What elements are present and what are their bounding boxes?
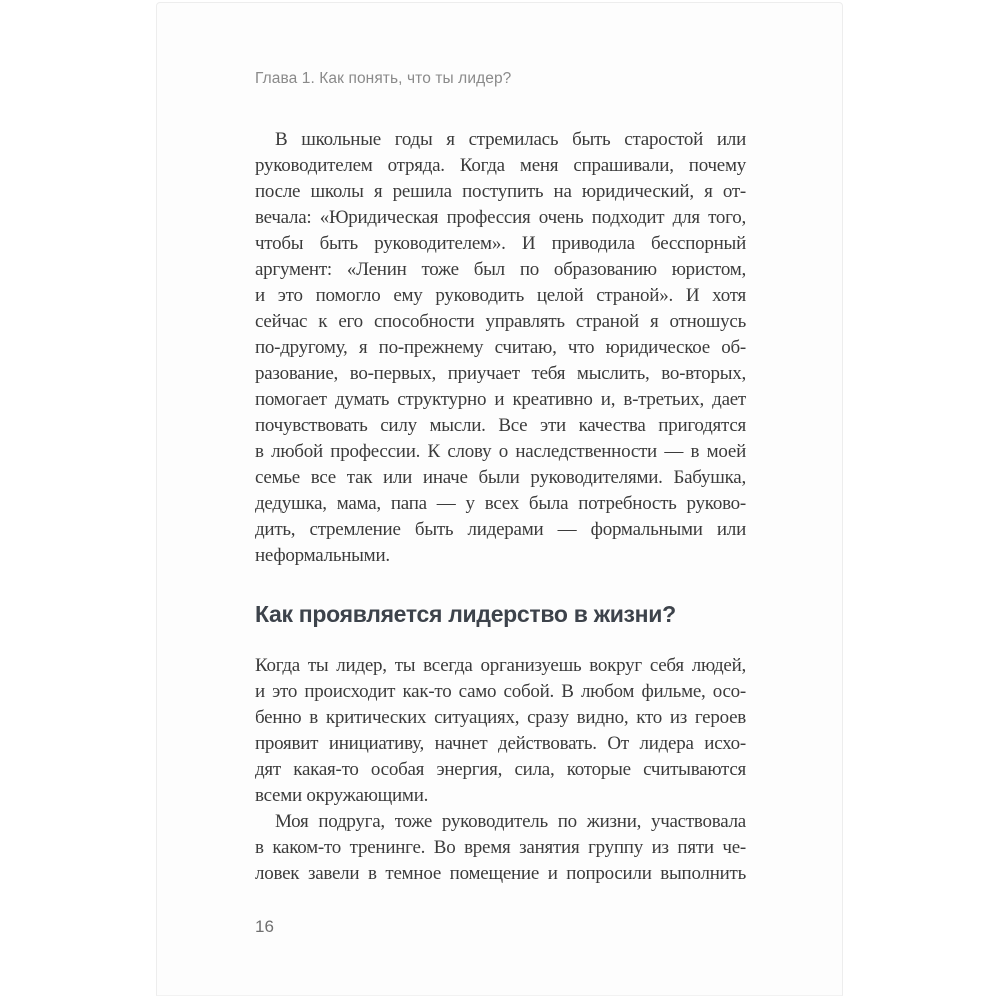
- text-line: дедушка, мама, папа — у всех была потребность руково-: [255, 493, 746, 514]
- text-line: помогает думать структурно и креативно и, в-третьих, дает: [255, 389, 746, 410]
- text-line: почувствовать силу мысли. Все эти качества пригодятся: [255, 415, 746, 436]
- text-line: руководителем отряда. Когда меня спрашивали, почему: [255, 155, 746, 176]
- page-number: 16: [255, 917, 274, 936]
- text-line: дят какая-то особая энергия, сила, которые считываются: [255, 759, 746, 780]
- text-line: разование, во-первых, приучает тебя мыслить, во-вторых,: [255, 363, 746, 384]
- text-line: и это помогло ему руководить целой страной». И хотя: [255, 285, 746, 306]
- text-line: неформальными.: [255, 545, 390, 566]
- book-page: [156, 2, 843, 996]
- body-paragraph-3: [255, 809, 746, 887]
- text-line: семье все так или иначе были руководителями. Бабушка,: [255, 467, 746, 488]
- text-line: Моя подруга, тоже руководитель по жизни, участвовала: [275, 811, 746, 832]
- text-line: чтобы быть руководителем». И приводила бесспорный: [255, 233, 746, 254]
- text-line: В школьные годы я стремилась быть старостой или: [275, 129, 746, 150]
- text-line: сейчас к его способности управлять страной я отношусь: [255, 311, 746, 332]
- text-line: ловек завели в темное помещение и попросили выполнить: [255, 863, 746, 884]
- text-line: в любой профессии. К слову о наследственности — в моей: [255, 441, 746, 462]
- text-line: после школы я решила поступить на юридический, я от-: [255, 181, 746, 202]
- text-line: аргумент: «Ленин тоже был по образованию юристом,: [255, 259, 746, 280]
- body-paragraph-1: [255, 127, 746, 569]
- text-line: по-другому, я по-прежнему считаю, что юридическое об-: [255, 337, 746, 358]
- body-paragraph-2: [255, 653, 746, 809]
- text-line: проявит инициативу, начнет действовать. От лидера исхо-: [255, 733, 746, 754]
- section-heading: Как проявляется лидерство в жизни?: [255, 601, 676, 627]
- text-line: бенно в критических ситуациях, сразу видно, кто из героев: [255, 707, 746, 728]
- running-header: Глава 1. Как понять, что ты лидер?: [255, 70, 512, 87]
- text-line: всеми окружающими.: [255, 785, 429, 806]
- text-line: дить, стремление быть лидерами — формальными или: [255, 519, 746, 540]
- text-line: Когда ты лидер, ты всегда организуешь вокруг себя людей,: [255, 655, 746, 676]
- text-line: и это происходит как-то само собой. В любом фильме, осо-: [255, 681, 746, 702]
- text-line: вечала: «Юридическая профессия очень подходит для того,: [255, 207, 746, 228]
- text-line: в каком-то тренинге. Во время занятия группу из пяти че-: [255, 837, 746, 858]
